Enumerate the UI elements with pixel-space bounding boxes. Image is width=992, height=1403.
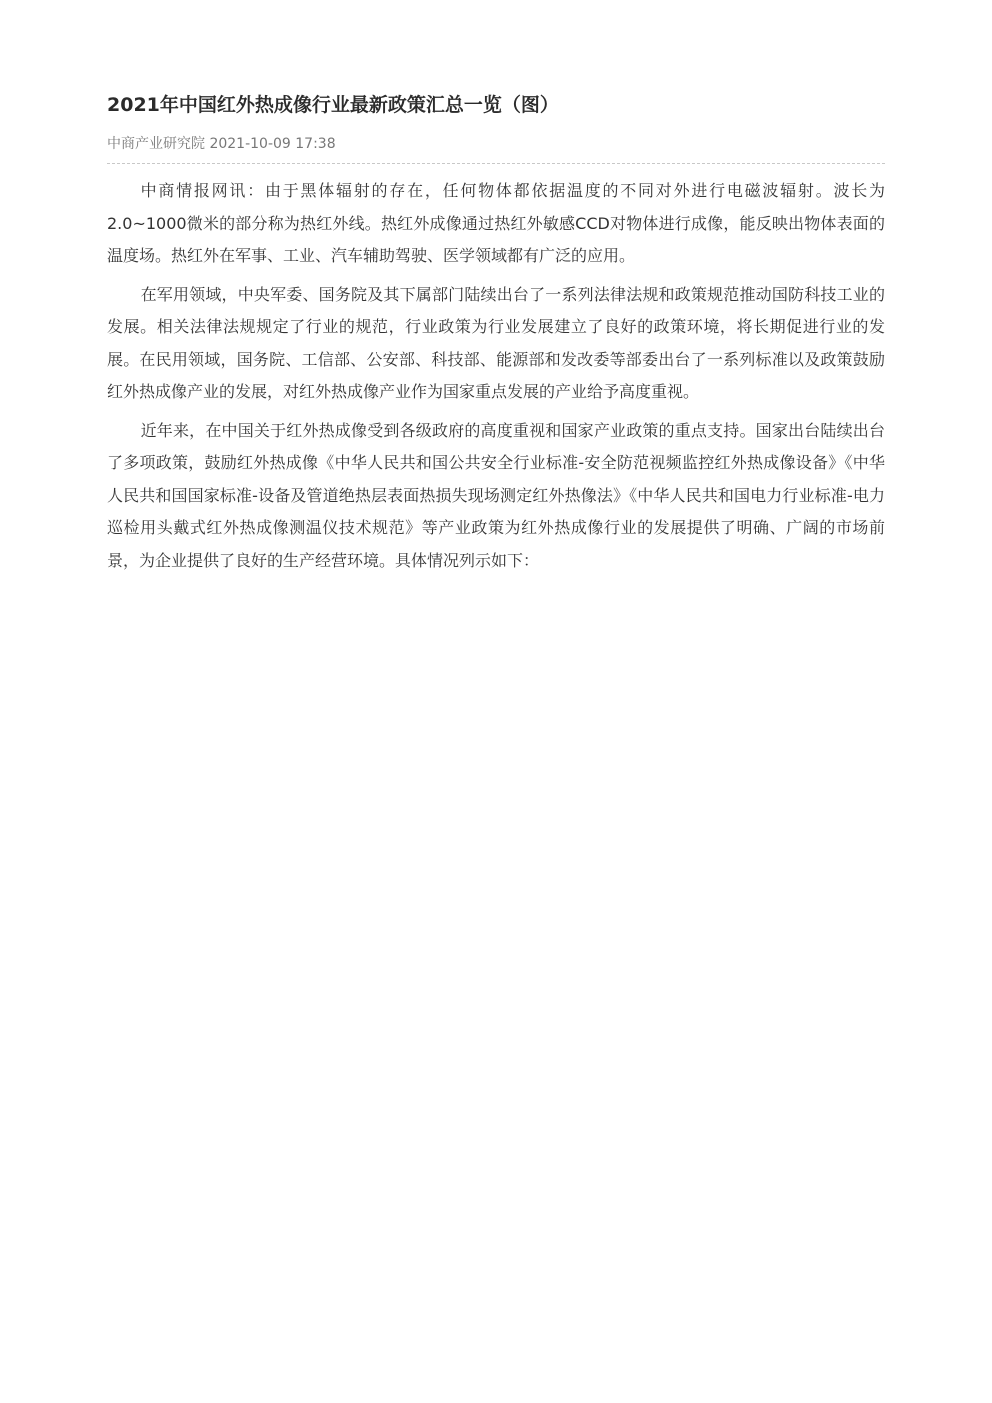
article-body bbox=[107, 175, 885, 577]
paragraph-policy-background: 在军用领域，中央军委、国务院及其下属部门陆续出台了一系列法律法规和政策规范推动国防科技工业的发展。相关法律法规规定了行业的规范，行业政策为行业发展建立了良好的政策环境，将长期促进行业的发展。在民用领域，国务院、工信部、公安部、科技部、能源部和发改委等部委出台了一系列标准以及政策鼓励红外热成像产业的发展，对红外热成像产业作为国家重点发展的产业给予高度重视。 bbox=[107, 284, 885, 401]
article-title: 2021年中国红外热成像行业最新政策汇总一览（图） bbox=[107, 94, 559, 116]
article-meta bbox=[107, 134, 885, 154]
paragraph-recent-policies: 近年来，在中国关于红外热成像受到各级政府的高度重视和国家产业政策的重点支持。国家出台陆续出台了多项政策，鼓励红外热成像《中华人民共和国公共安全行业标准-安全防范视频监控红外热成像设备》《中华人民共和国国家标准-设备及管道绝热层表面热损失现场测定红外热像法》《中华人民共和国电力行业标准-电力巡检用头戴式红外热成像测温仪技术规范》等产业政策为红外热成像行业的发展提供了明确、广阔的市场前景，为企业提供了良好的生产经营环境。具体情况列示如下： bbox=[107, 420, 885, 570]
title-divider bbox=[107, 163, 885, 164]
article-datetime: 2021-10-09 17:38 bbox=[209, 136, 336, 152]
paragraph-intro: 中商情报网讯：由于黑体辐射的存在，任何物体都依据温度的不同对外进行电磁波辐射。波长为2.0~1000微米的部分称为热红外线。热红外成像通过热红外敏感CCD对物体进行成像，能反映出物体表面的温度场。热红外在军事、工业、汽车辅助驾驶、医学领域都有广泛的应用。 bbox=[107, 181, 885, 265]
article-source: 中商产业研究院 bbox=[107, 136, 205, 152]
article bbox=[107, 88, 885, 583]
